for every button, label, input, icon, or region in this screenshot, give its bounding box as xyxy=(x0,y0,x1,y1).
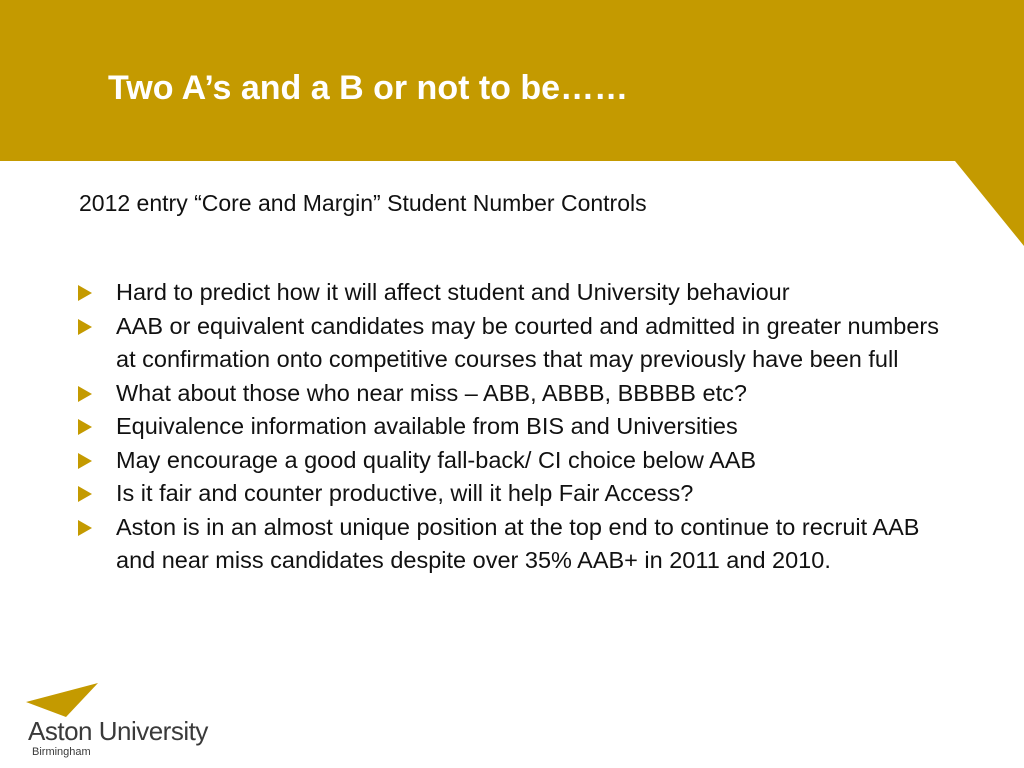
triangle-right-icon xyxy=(78,520,92,536)
triangle-right-icon xyxy=(78,453,92,469)
bullet-text: May encourage a good quality fall-back/ CI choice below AAB xyxy=(116,446,757,473)
bullet-list xyxy=(78,276,958,578)
bullet-text: AAB or equivalent candidates may be courted and admitted in greater numbers at confirmation onto competitive courses that may previously have been full xyxy=(116,312,939,372)
bullet-text: Hard to predict how it will affect student and University behaviour xyxy=(116,279,790,305)
triangle-right-icon xyxy=(78,386,92,402)
bullet-item xyxy=(78,410,958,444)
logo-city: Birmingham xyxy=(32,746,91,758)
logo-triangle-icon xyxy=(26,683,98,717)
logo-name: Aston University xyxy=(28,716,208,746)
aston-university-logo xyxy=(26,683,226,763)
bullet-text: Is it fair and counter productive, will it help Fair Access? xyxy=(116,480,694,506)
triangle-right-icon xyxy=(78,419,92,435)
slide-subtitle: 2012 entry “Core and Margin” Student Number Controls xyxy=(79,190,647,216)
bullet-item xyxy=(78,477,958,511)
triangle-right-icon xyxy=(78,486,92,502)
bullet-item xyxy=(78,444,958,478)
bullet-text: Equivalence information available from BIS and Universities xyxy=(116,413,738,439)
bullet-item xyxy=(78,276,958,310)
bullet-item xyxy=(78,377,958,411)
bullet-text: What about those who near miss – ABB, ABBB, BBBBB etc? xyxy=(116,379,747,406)
slide-title: Two A’s and a B or not to be…… xyxy=(108,69,629,107)
triangle-right-icon xyxy=(78,285,92,301)
triangle-right-icon xyxy=(78,319,92,335)
bullet-text: Aston is in an almost unique position at the top end to continue to recruit AAB and near miss candidates despite over 35% AAB+ in 2011 and 2010. xyxy=(116,513,920,573)
bullet-item xyxy=(78,511,958,578)
bullet-item xyxy=(78,310,958,377)
